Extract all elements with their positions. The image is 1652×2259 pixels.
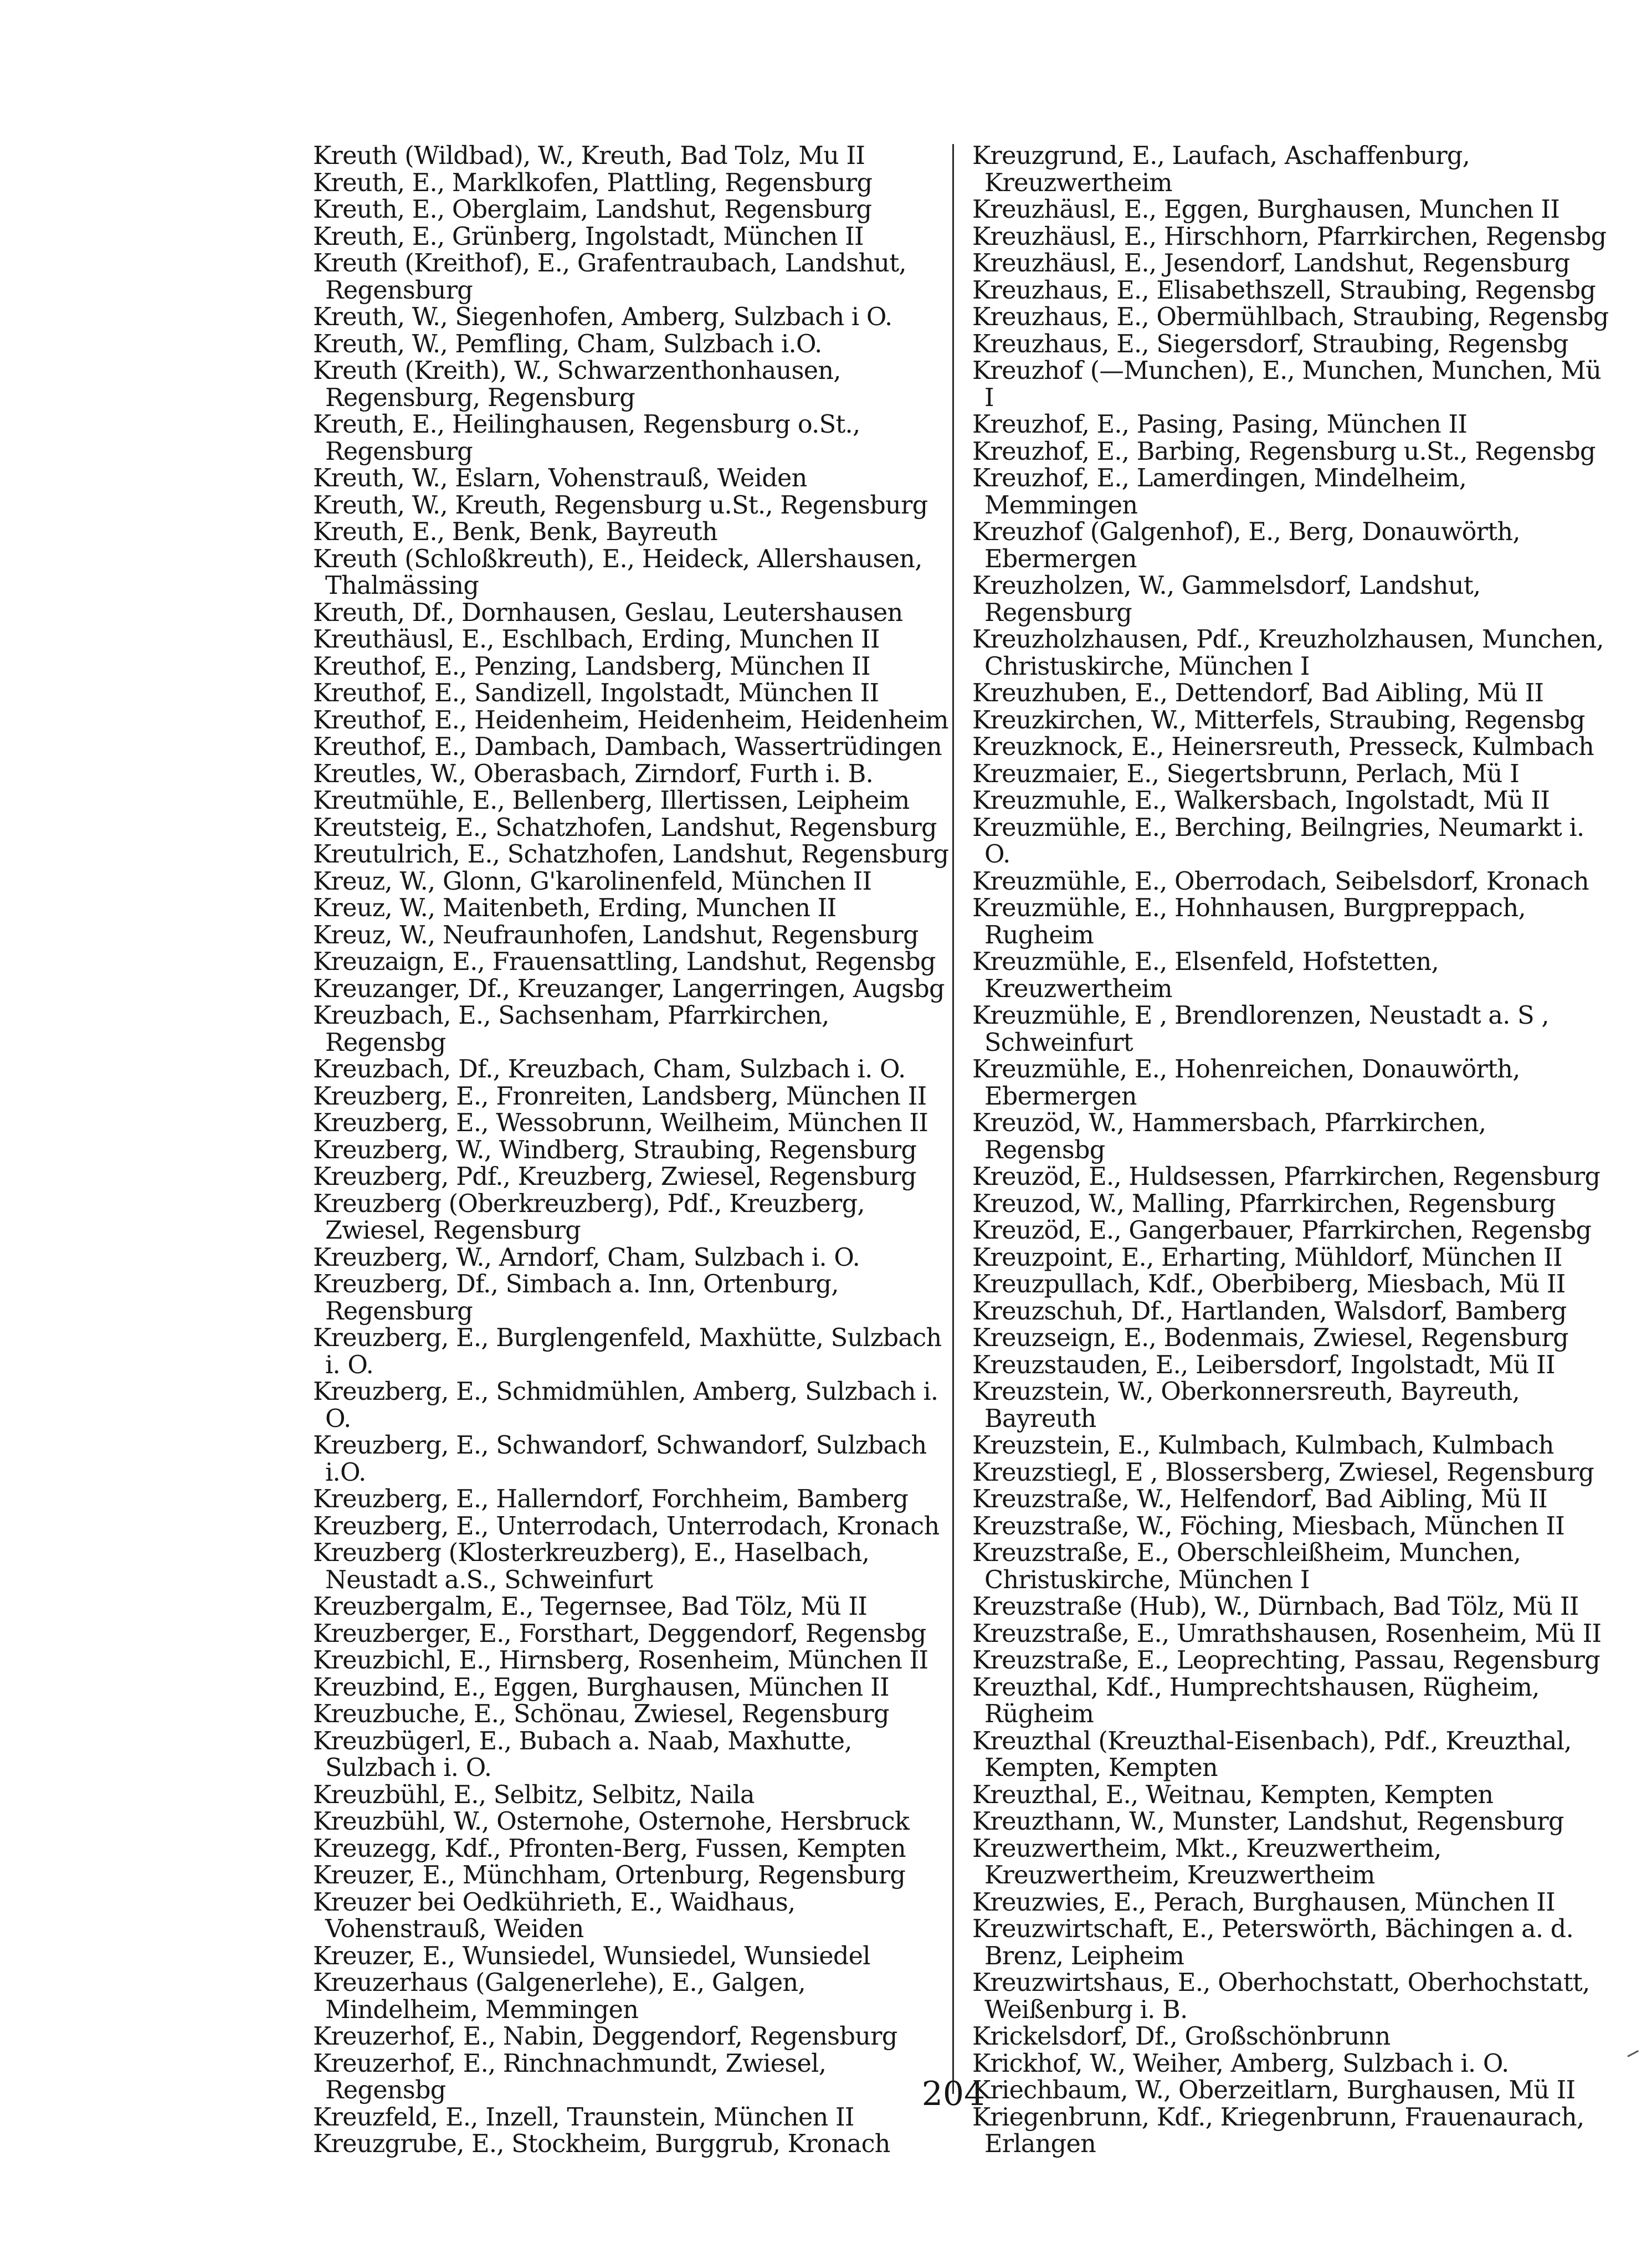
gazetteer-entry: Kreuzberg (Klosterkreuzberg), E., Haselbach, Neustadt a.S., Schweinfurt: [313, 1539, 870, 1594]
gazetteer-entry: Kreuth, E., Benk, Benk, Bayreuth: [313, 518, 717, 546]
gazetteer-entry: Kreuzmühle, E , Brendlorenzen, Neustadt a. S , Schweinfurt: [972, 1002, 1549, 1057]
gazetteer-entry: Kreuzbergalm, E., Tegernsee, Bad Tölz, Mü II: [313, 1593, 868, 1621]
gazetteer-entry: Kreuth (Kreith), W., Schwarzenthonhausen, Regensburg, Regensburg: [313, 357, 841, 412]
gazetteer-entry: Kreuzholzhausen, Pdf., Kreuzholzhausen, Munchen, Christuskirche, München I: [972, 625, 1604, 681]
gazetteer-entry: Kreuzmühle, E., Oberrodach, Seibelsdorf, Kronach: [972, 867, 1589, 896]
gazetteer-entry: Kreuzstraße, W., Helfendorf, Bad Aibling, Mü II: [972, 1485, 1548, 1513]
gazetteer-entry: Kreuthof, E., Dambach, Dambach, Wassertrüdingen: [313, 733, 942, 761]
gazetteer-entry: Krickhof, W., Weiher, Amberg, Sulzbach i. O.: [972, 2049, 1509, 2078]
margin-mark: [1627, 2050, 1642, 2064]
gazetteer-entry: Kreuzthal, E., Weitnau, Kempten, Kempten: [972, 1780, 1494, 1809]
gazetteer-entry: Kreuthof, E., Sandizell, Ingolstadt, München II: [313, 679, 879, 707]
gazetteer-entry: Kreuzmaier, E., Siegertsbrunn, Perlach, Mü I: [972, 759, 1520, 788]
gazetteer-entry: Kreuzegg, Kdf., Pfronten-Berg, Fussen, Kempten: [313, 1834, 906, 1863]
gazetteer-entry: Kreuzhuben, E., Dettendorf, Bad Aibling, Mü II: [972, 679, 1544, 707]
gazetteer-entry: Kreuzhaus, E., Siegersdorf, Straubing, Regensbg: [972, 330, 1568, 358]
gazetteer-entry: Kreuth, E., Heilinghausen, Regensburg o.St., Regensburg: [313, 410, 860, 466]
gazetteer-entry: Kreutulrich, E., Schatzhofen, Landshut, Regensburg: [313, 840, 949, 869]
gazetteer-entry: Kreuzöd, E., Gangerbauer, Pfarrkirchen, Regensbg: [972, 1216, 1592, 1245]
gazetteer-entry: Kreuzhaus, E., Obermühlbach, Straubing, Regensbg: [972, 303, 1609, 331]
gazetteer-entry: Kreuzberg, E., Wessobrunn, Weilheim, München II: [313, 1109, 928, 1137]
gazetteer-entry: Kreuzer, E., Münchham, Ortenburg, Regensburg: [313, 1861, 906, 1890]
gazetteer-entry: Kreuthof, E., Heidenheim, Heidenheim, Heidenheim: [313, 706, 948, 735]
gazetteer-entry: Kreuzanger, Df., Kreuzanger, Langerringen, Augsbg: [313, 974, 945, 1003]
gazetteer-entry: Kreutsteig, E., Schatzhofen, Landshut, Regensburg: [313, 813, 937, 842]
gazetteer-entry: Kreuz, W., Maitenbeth, Erding, Munchen II: [313, 894, 837, 922]
gazetteer-entry: Kreuzseign, E., Bodenmais, Zwiesel, Regensburg: [972, 1324, 1568, 1352]
gazetteer-entry: Kreuzhäusl, E., Eggen, Burghausen, Munchen II: [972, 196, 1560, 224]
gazetteer-entry: Kreuzbach, Df., Kreuzbach, Cham, Sulzbach i. O.: [313, 1055, 906, 1084]
gazetteer-entry: Kreuzknock, E., Heinersreuth, Presseck, Kulmbach: [972, 733, 1594, 761]
gazetteer-entry: Kreuzstein, W., Oberkonnersreuth, Bayreuth, Bayreuth: [972, 1378, 1520, 1433]
gazetteer-entry: Kreuzmühle, E., Hohenreichen, Donauwörth, Ebermergen: [972, 1055, 1520, 1111]
gazetteer-entry: Kreuzstiegl, E , Blossersberg, Zwiesel, Regensburg: [972, 1458, 1594, 1487]
gazetteer-entry: Kreuzbühl, W., Osternohe, Osternohe, Hersbruck: [313, 1808, 910, 1836]
gazetteer-entry: Kreuzberger, E., Forsthart, Deggendorf, Regensbg: [313, 1619, 926, 1648]
gazetteer-entry: Kreuthäusl, E., Eschlbach, Erding, Munchen II: [313, 625, 880, 654]
gazetteer-entry: Kreuzöd, E., Huldsessen, Pfarrkirchen, Regensburg: [972, 1163, 1600, 1191]
gazetteer-entry: Kreuth, W., Kreuth, Regensburg u.St., Regensburg: [313, 491, 928, 520]
gazetteer-entry: Kreuzhof, E., Pasing, Pasing, München II: [972, 410, 1468, 439]
gazetteer-entry: Kreuzpoint, E., Erharting, Mühldorf, München II: [972, 1243, 1562, 1272]
gazetteer-entry: Kreuzberg, Pdf., Kreuzberg, Zwiesel, Regensburg: [313, 1163, 916, 1191]
gazetteer-entry: Kreuzmühle, E., Hohnhausen, Burgpreppach, Rugheim: [972, 894, 1526, 949]
gazetteer-entry: Kreuzpullach, Kdf., Oberbiberg, Miesbach, Mü II: [972, 1270, 1566, 1298]
gazetteer-entry: Kreuzhäusl, E., Jesendorf, Landshut, Regensburg: [972, 249, 1570, 278]
gazetteer-entry: Kreuth (Kreithof), E., Grafentraubach, Landshut, Regensburg: [313, 249, 906, 305]
gazetteer-entry: Kreuzhäusl, E., Hirschhorn, Pfarrkirchen, Regensbg: [972, 222, 1607, 251]
gazetteer-entry: Kreuth, W., Siegenhofen, Amberg, Sulzbach i O.: [313, 303, 892, 331]
gazetteer-entry: Kreuzberg, Df., Simbach a. Inn, Ortenburg, Regensburg: [313, 1270, 839, 1326]
gazetteer-entry: Kreuzstein, E., Kulmbach, Kulmbach, Kulmbach: [972, 1431, 1554, 1460]
gazetteer-entry: Kreuzmühle, E., Berching, Beilngries, Neumarkt i. O.: [972, 813, 1584, 869]
gazetteer-entry: Kreuzhof, E., Lamerdingen, Mindelheim, Memmingen: [972, 464, 1467, 520]
gazetteer-entry: Kreuzberg, W., Windberg, Straubing, Regensburg: [313, 1136, 917, 1164]
gazetteer-entry: Kreuz, W., Glonn, G'karolinenfeld, München II: [313, 867, 872, 896]
gazetteer-entry: Kreuzholzen, W., Gammelsdorf, Landshut, Regensburg: [972, 572, 1481, 627]
gazetteer-entry: Kreuzstraße, E., Leoprechting, Passau, Regensburg: [972, 1646, 1600, 1675]
gazetteer-entry: Kreuzberg, E., Schmidmühlen, Amberg, Sulzbach i. O.: [313, 1378, 938, 1433]
gazetteer-entry: Kreuth, Df., Dornhausen, Geslau, Leutershausen: [313, 598, 903, 627]
gazetteer-entry: Kreuzberg (Oberkreuzberg), Pdf., Kreuzberg, Zwiesel, Regensburg: [313, 1189, 865, 1245]
gazetteer-entry: Kreuzstraße, E., Umrathshausen, Rosenheim, Mü II: [972, 1619, 1602, 1648]
gazetteer-entry: Kreuzberg, E., Schwandorf, Schwandorf, Sulzbach i.O.: [313, 1431, 927, 1487]
gazetteer-entry: Kreuth, W., Eslarn, Vohenstrauß, Weiden: [313, 464, 807, 492]
gazetteer-entry: Kreuzbach, E., Sachsenham, Pfarrkirchen, Regensbg: [313, 1002, 829, 1057]
gazetteer-entry: Kreuth, E., Grünberg, Ingolstadt, München II: [313, 222, 864, 251]
gazetteer-entry: Kreuth (Wildbad), W., Kreuth, Bad Tolz, Mu II: [313, 142, 865, 170]
gazetteer-entry: Kreuzhof (—Munchen), E., Munchen, Munchen, Mü I: [972, 357, 1602, 412]
gazetteer-entry: Kreuzhof, E., Barbing, Regensburg u.St., Regensbg: [972, 437, 1595, 466]
gazetteer-entry: Kreuzfeld, E., Inzell, Traunstein, München II: [313, 2103, 854, 2132]
gazetteer-entry: Kreuzer bei Oedkührieth, E., Waidhaus, Vohenstrauß, Weiden: [313, 1888, 796, 1943]
gazetteer-entry: Kreuth (Schloßkreuth), E., Heideck, Allershausen, Thalmässing: [313, 545, 922, 600]
gazetteer-entry: Kreuzbuche, E., Schönau, Zwiesel, Regensburg: [313, 1700, 889, 1728]
gazetteer-entry: Kreuzwertheim, Mkt., Kreuzwertheim, Kreuzwertheim, Kreuzwertheim: [972, 1834, 1441, 1890]
gazetteer-entry: Kriechbaum, W., Oberzeitlarn, Burghausen, Mü II: [972, 2076, 1576, 2104]
gazetteer-entry: Kreuth, E., Marklkofen, Plattling, Regensburg: [313, 168, 873, 197]
gazetteer-entry: Kreuzthal, Kdf., Humprechtshausen, Rügheim, Rügheim: [972, 1673, 1540, 1728]
gazetteer-entry: Kreutles, W., Oberasbach, Zirndorf, Furth i. B.: [313, 759, 874, 788]
gazetteer-entry: Kreuzstraße (Hub), W., Dürnbach, Bad Tölz, Mü II: [972, 1593, 1579, 1621]
gazetteer-entry: Kreuthof, E., Penzing, Landsberg, München II: [313, 652, 870, 681]
gazetteer-entry: Kreuzer, E., Wunsiedel, Wunsiedel, Wunsiedel: [313, 1942, 870, 1970]
gazetteer-entry: Krickelsdorf, Df., Großschönbrunn: [972, 2022, 1391, 2051]
gazetteer-entry: Kreuzaign, E., Frauensattling, Landshut, Regensbg: [313, 948, 936, 976]
gazetteer-entry: Kreuzod, W., Malling, Pfarrkirchen, Regensburg: [972, 1189, 1556, 1218]
gazetteer-entry: Kreuzerhof, E., Nabin, Deggendorf, Regensburg: [313, 2022, 897, 2051]
gazetteer-entry: Kreuzbühl, E., Selbitz, Selbitz, Naila: [313, 1780, 755, 1809]
gazetteer-entry: Kreuzbügerl, E., Bubach a. Naab, Maxhutte, Sulzbach i. O.: [313, 1727, 852, 1782]
right-column: [972, 143, 1609, 2158]
gazetteer-entry: Kreuzberg, E., Burglengenfeld, Maxhütte, Sulzbach i. O.: [313, 1324, 942, 1379]
column-divider: [952, 144, 954, 2094]
gazetteer-entry: Kreuzberg, W., Arndorf, Cham, Sulzbach i. O.: [313, 1243, 860, 1272]
gazetteer-entry: Kreuzerhaus (Galgenerlehe), E., Galgen, Mindelheim, Memmingen: [313, 1969, 806, 2024]
gazetteer-entry: Kreuzberg, E., Fronreiten, Landsberg, München II: [313, 1082, 927, 1111]
gazetteer-entry: Kreuzberg, E., Hallerndorf, Forchheim, Bamberg: [313, 1485, 909, 1513]
gazetteer-entry: Kreuzwirtshaus, E., Oberhochstatt, Oberhochstatt, Weißenburg i. B.: [972, 1969, 1590, 2024]
gazetteer-entry: Kreuzschuh, Df., Hartlanden, Walsdorf, Bamberg: [972, 1297, 1567, 1326]
gazetteer-entry: Kreuzberg, E., Unterrodach, Unterrodach, Kronach: [313, 1512, 940, 1541]
gazetteer-entry: Kreuzbichl, E., Hirnsberg, Rosenheim, München II: [313, 1646, 928, 1675]
gazetteer-entry: Kreuth, W., Pemfling, Cham, Sulzbach i.O.: [313, 330, 822, 358]
gazetteer-entry: Kreuzhaus, E., Elisabethszell, Straubing, Regensbg: [972, 276, 1596, 305]
gazetteer-entry: Kriegenbrunn, Kdf., Kriegenbrunn, Frauenaurach, Erlangen: [972, 2103, 1584, 2158]
gazetteer-entry: Kreuzthal (Kreuzthal-Eisenbach), Pdf., Kreuzthal, Kempten, Kempten: [972, 1727, 1572, 1782]
gazetteer-entry: Kreuzwies, E., Perach, Burghausen, München II: [972, 1888, 1555, 1917]
gazetteer-entry: Kreuzmühle, E., Elsenfeld, Hofstetten, Kreuzwertheim: [972, 948, 1439, 1003]
gazetteer-entry: Kreuzerhof, E., Rinchnachmundt, Zwiesel, Regensbg: [313, 2049, 827, 2104]
gazetteer-entry: Kreuzkirchen, W., Mitterfels, Straubing, Regensbg: [972, 706, 1585, 735]
gazetteer-entry: Kreuzgrube, E., Stockheim, Burggrub, Kronach: [313, 2130, 890, 2158]
page-number: 204: [921, 2075, 986, 2113]
gazetteer-entry: Kreutmühle, E., Bellenberg, Illertissen, Leipheim: [313, 787, 910, 815]
gazetteer-entry: Kreuzstauden, E., Leibersdorf, Ingolstadt, Mü II: [972, 1351, 1555, 1379]
gazetteer-entry: Kreuzwirtschaft, E., Peterswörth, Bächingen a. d. Brenz, Leipheim: [972, 1915, 1574, 1970]
gazetteer-entry: Kreuzthann, W., Munster, Landshut, Regensburg: [972, 1808, 1564, 1836]
gazetteer-entry: Kreuzmuhle, E., Walkersbach, Ingolstadt, Mü II: [972, 787, 1550, 815]
gazetteer-entry: Kreuzstraße, E., Oberschleißheim, Munchen, Christuskirche, München I: [972, 1539, 1521, 1594]
gazetteer-entry: Kreuzbind, E., Eggen, Burghausen, München II: [313, 1673, 889, 1702]
gazetteer-entry: Kreuz, W., Neufraunhofen, Landshut, Regensburg: [313, 921, 919, 949]
gazetteer-entry: Kreuzhof (Galgenhof), E., Berg, Donauwörth, Ebermergen: [972, 518, 1520, 573]
left-column: [313, 143, 949, 2158]
gazetteer-entry: Kreuth, E., Oberglaim, Landshut, Regensburg: [313, 196, 872, 224]
gazetteer-entry: Kreuzstraße, W., Föching, Miesbach, München II: [972, 1512, 1565, 1541]
gazetteer-entry: Kreuzöd, W., Hammersbach, Pfarrkirchen, Regensbg: [972, 1109, 1486, 1164]
gazetteer-entry: Kreuzgrund, E., Laufach, Aschaffenburg, Kreuzwertheim: [972, 142, 1470, 197]
